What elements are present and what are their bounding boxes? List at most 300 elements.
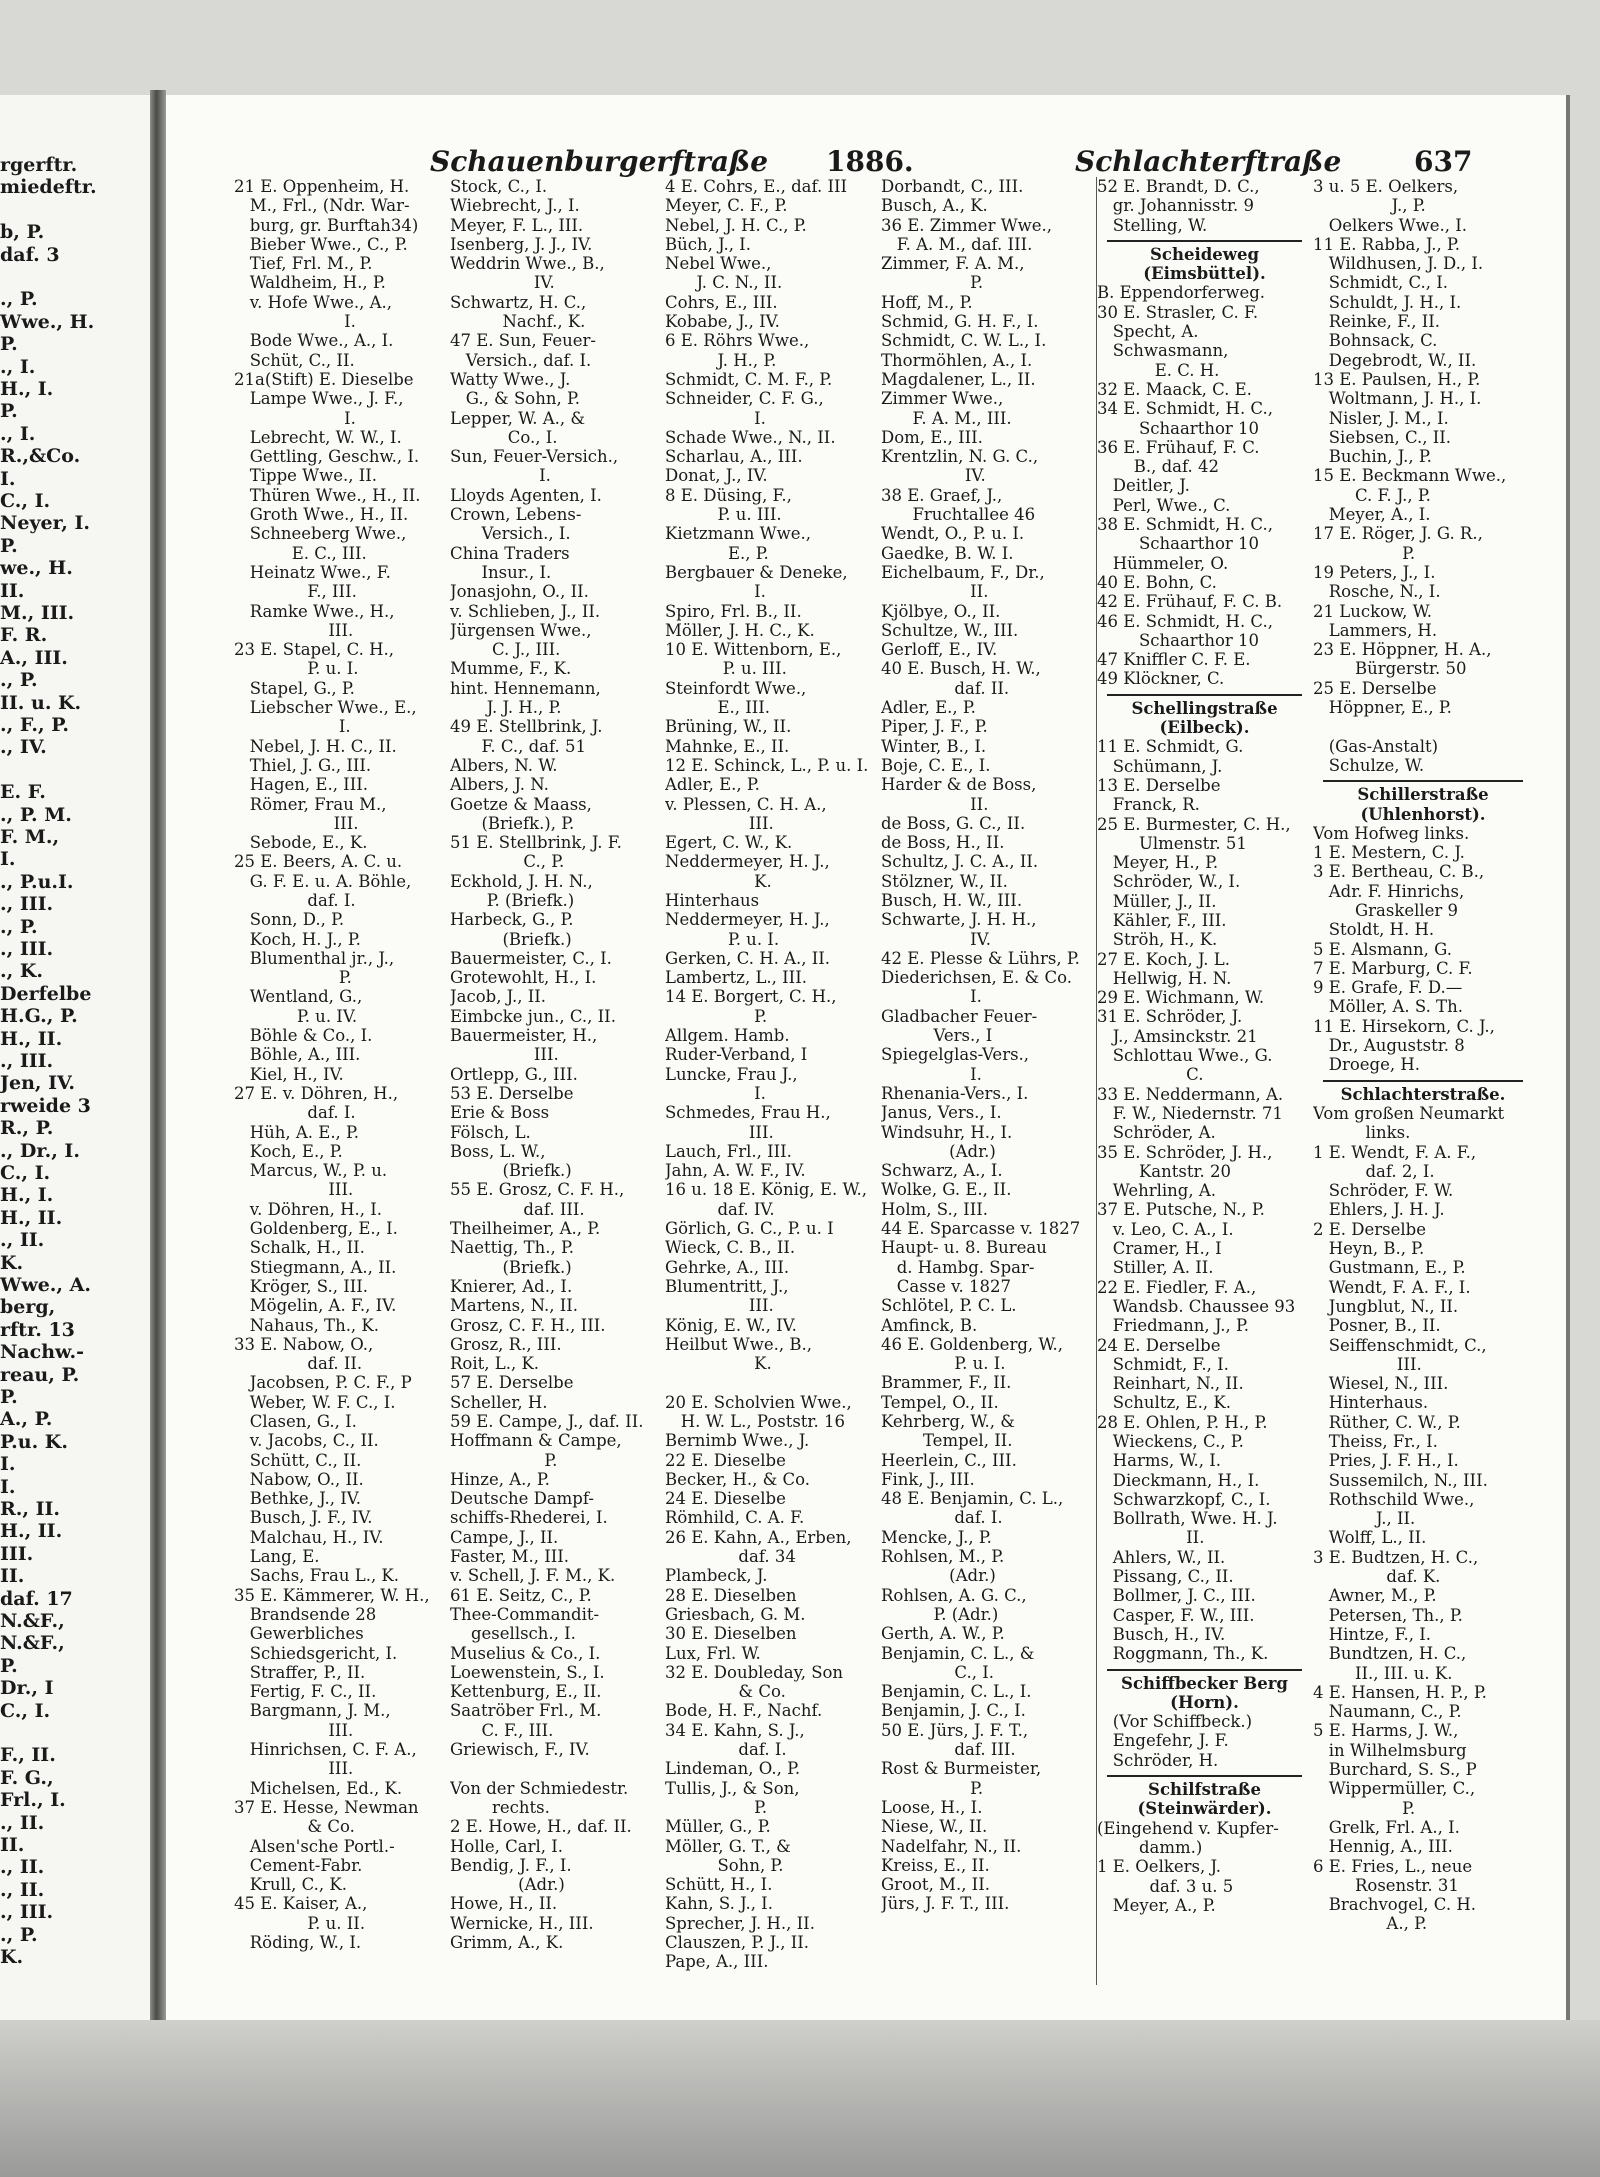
directory-entry: Goetze & Maass, [450, 794, 592, 814]
street-heading: Schellingstraße [1131, 698, 1278, 718]
directory-entry: 34 E. Schmidt, H. C., [1097, 399, 1273, 419]
street-heading: (Uhlenhorst). [1360, 804, 1486, 824]
directory-entry: III. [234, 1180, 354, 1200]
directory-entry: 8 E. Düsing, F., [665, 485, 792, 505]
directory-entry: Röding, W., I. [234, 1933, 362, 1953]
directory-entry: A., P. [1313, 1914, 1428, 1934]
directory-entry: Cohrs, E., III. [665, 292, 778, 312]
directory-entry: Hoffmann & Campe, [450, 1431, 622, 1451]
directory-entry: Liebscher Wwe., E., [234, 698, 417, 718]
left-page-fragment: N.&F., [0, 1610, 65, 1632]
directory-entry: Adler, E., P. [665, 775, 760, 795]
directory-entry: Bode Wwe., A., I. [234, 331, 394, 351]
left-page-fragment: I. [0, 1453, 16, 1476]
directory-entry: Hennig, A., III. [1313, 1837, 1453, 1857]
directory-entry: Plambeck, J. [665, 1566, 768, 1586]
directory-entry: Schlötel, P. C. L. [881, 1296, 1017, 1316]
directory-entry: 52 E. Brandt, D. C., [1097, 177, 1260, 196]
directory-entry: Cramer, H., I [1097, 1239, 1222, 1259]
directory-entry: Marcus, W., P. u. [234, 1161, 388, 1181]
directory-entry: III. [1313, 1354, 1422, 1374]
directory-entry: J. J. H., P. [450, 698, 562, 718]
directory-entry: IV. [881, 929, 991, 949]
directory-entry: III. [665, 1296, 774, 1316]
directory-entry: F. A. M., III. [881, 408, 1012, 428]
directory-entry: C. [1097, 1065, 1204, 1085]
directory-entry: (Briefk.) [450, 1161, 572, 1181]
directory-entry: Lepper, W. A., & [450, 408, 586, 428]
directory-entry: Grosz, R., III. [450, 1334, 562, 1354]
directory-entry: Stoldt, H. H. [1313, 920, 1435, 940]
directory-entry: Bargmann, J. M., [234, 1701, 391, 1721]
directory-entry: Krull, C., K. [234, 1875, 347, 1895]
directory-entry: 59 E. Campe, J., daf. II. [450, 1412, 644, 1431]
directory-entry: Degebrodt, W., II. [1313, 350, 1477, 370]
section-rule [1323, 1080, 1523, 1082]
directory-entry: Ahlers, W., II. [1097, 1547, 1226, 1567]
directory-entry: Gerken, C. H. A., II. [665, 948, 831, 968]
directory-entry: d. Hambg. Spar- [881, 1257, 1035, 1277]
directory-entry: Brachvogel, C. H. [1313, 1895, 1476, 1915]
directory-entry: Gettling, Geschw., I. [234, 447, 420, 467]
directory-entry: Spiro, Frl. B., II. [665, 601, 802, 621]
directory-entry: Alsen'sche Portl.- [234, 1836, 395, 1856]
left-page-fragment: H., II. [0, 1027, 63, 1050]
directory-entry: G., & Sohn, P. [450, 389, 580, 409]
directory-entry: 30 E. Strasler, C. F. [1097, 302, 1259, 322]
directory-entry: Cement-Fabr. [234, 1855, 363, 1875]
directory-entry: Boss, L. W., [450, 1141, 546, 1161]
directory-entry: Bethke, J., IV. [234, 1489, 361, 1509]
directory-entry: Nebel, J. H. C., II. [234, 736, 397, 756]
section-rule [1107, 1775, 1302, 1777]
directory-entry: Schaarthor 10 [1097, 418, 1260, 438]
directory-entry: Dieckmann, H., I. [1097, 1470, 1260, 1490]
directory-entry: Hinterhaus [665, 890, 760, 910]
directory-entry: Bohnsack, C. [1313, 331, 1438, 351]
directory-entry: Mumme, F., K. [450, 659, 572, 679]
directory-entry: v. Plessen, C. H. A., [665, 794, 827, 814]
directory-entry: 15 E. Beckmann Wwe., [1313, 466, 1507, 486]
directory-entry: Waldheim, H., P. [234, 273, 386, 293]
directory-entry: Rost & Burmeister, [881, 1759, 1042, 1779]
directory-columns [234, 177, 1530, 1985]
directory-entry: daf. I. [881, 1508, 1003, 1528]
directory-entry: 49 Klöckner, C. [1097, 669, 1225, 689]
left-page-fragment: b, P. [0, 221, 45, 244]
left-page-fragment: A., P. [0, 1408, 53, 1431]
directory-entry: Friedmann, J., P. [1097, 1316, 1249, 1336]
left-page-fragment: ., II. [0, 1229, 45, 1252]
directory-entry: 1 E. Mestern, C. J. [1313, 843, 1465, 863]
left-page-fragment: P. [0, 1654, 18, 1677]
directory-entry: Kehrberg, W., & [881, 1412, 1015, 1431]
directory-entry: Hinze, A., P. [450, 1469, 550, 1489]
left-page-fragment: A., III. [0, 646, 68, 669]
directory-entry: Jürgensen Wwe., [450, 620, 592, 640]
directory-entry: 4 E. Cohrs, E., daf. III [665, 177, 848, 196]
directory-entry: 29 E. Wichmann, W. [1097, 988, 1265, 1008]
directory-entry: Windsuhr, H., I. [881, 1122, 1013, 1142]
street-heading: (Horn). [1170, 1692, 1239, 1712]
directory-entry: links. [1313, 1123, 1411, 1143]
directory-entry: J., P. [1313, 196, 1426, 216]
directory-entry: Schmedes, Frau H., [665, 1103, 831, 1123]
directory-entry: C., P. [450, 852, 565, 872]
directory-entry: Eckhold, J. H. N., [450, 871, 593, 891]
directory-entry: 46 E. Goldenberg, W., [881, 1334, 1063, 1354]
directory-entry: Becker, H., & Co. [665, 1469, 811, 1489]
left-page-fragment: P.u. K. [0, 1430, 68, 1453]
directory-entry: Wolke, G. E., II. [881, 1180, 1012, 1200]
directory-entry: Versich., daf. I. [450, 350, 592, 370]
directory-entry: Gladbacher Feuer- [881, 1006, 1038, 1026]
directory-entry: C. F., III. [450, 1720, 554, 1740]
directory-entry: Nadelfahr, N., II. [881, 1836, 1022, 1856]
directory-entry: Von der Schmiedestr. [450, 1778, 629, 1798]
directory-entry: Schröder, A. [1097, 1123, 1216, 1143]
directory-entry: Straffer, P., II. [234, 1662, 366, 1682]
directory-entry: Wendt, F. A. F., I. [1313, 1277, 1471, 1297]
directory-entry: P. [881, 1778, 984, 1798]
directory-entry: Böhle, A., III. [234, 1045, 361, 1065]
directory-entry: Wieck, C. B., II. [665, 1238, 796, 1258]
directory-entry: P. (Briefk.) [450, 890, 575, 910]
directory-entry: Pape, A., III. [665, 1952, 769, 1972]
directory-entry: daf. 34 [665, 1547, 796, 1567]
left-page-fragment: ., II. [0, 1856, 45, 1879]
directory-entry: Benjamin, J. C., I. [881, 1701, 1026, 1721]
directory-entry: C. F. J., P. [1313, 485, 1431, 505]
directory-entry: Saatröber Frl., M. [450, 1701, 602, 1721]
left-page-fragment: F. M., [0, 826, 60, 848]
directory-entry: Magdalener, L., II. [881, 369, 1036, 389]
directory-entry: Wernicke, H., III. [450, 1913, 594, 1933]
left-page-fragment: I. [0, 467, 16, 490]
directory-entry: Harder & de Boss, [881, 775, 1037, 795]
directory-entry: Faster, M., III. [450, 1547, 570, 1567]
directory-entry: Kahn, S. J., I. [665, 1894, 773, 1914]
directory-entry: Wandsb. Chaussee 93 [1097, 1296, 1296, 1316]
directory-entry: 16 u. 18 E. König, E. W., [665, 1180, 868, 1200]
directory-entry: 11 E. Schmidt, G. [1097, 737, 1244, 757]
street-heading: (Steinwärder). [1137, 1799, 1272, 1819]
directory-entry: daf. II. [881, 678, 1010, 698]
left-page-fragment: ., III. [0, 1901, 54, 1924]
directory-entry: C. J., III. [450, 640, 561, 660]
directory-entry: Ulmenstr. 51 [1097, 833, 1247, 853]
left-page-fragment: berg, [0, 1296, 56, 1319]
directory-entry: Theilheimer, A., P. [450, 1219, 601, 1239]
directory-entry: Heerlein, C., III. [881, 1450, 1017, 1470]
directory-entry: Fink, J., III. [881, 1469, 975, 1489]
directory-entry: Lauch, Frl., III. [665, 1141, 792, 1161]
directory-entry: I. [234, 312, 356, 332]
directory-entry: Müller, G., P. [665, 1817, 771, 1837]
directory-entry: III. [234, 1759, 354, 1779]
directory-entry: Meyer, F. L., III. [450, 215, 584, 235]
directory-entry: 42 E. Plesse & Lührs, P. [881, 948, 1080, 968]
directory-entry: v. Leo, C. A., I. [1097, 1219, 1234, 1239]
directory-entry: Busch, H. W., III. [881, 890, 1023, 910]
directory-entry: Blumentritt, J., [665, 1276, 789, 1296]
directory-entry: III. [665, 813, 774, 833]
directory-entry: Schneider, C. F. G., [665, 389, 824, 409]
left-page-fragment: E. F. [0, 781, 46, 804]
directory-entry: 3 E. Budtzen, H. C., [1313, 1547, 1479, 1567]
directory-entry: Neddermeyer, H. J., [665, 910, 830, 930]
directory-entry: P. [1313, 543, 1416, 563]
directory-entry: de Boss, H., II. [881, 833, 1005, 853]
directory-entry: Schneeberg Wwe., [234, 524, 407, 544]
directory-entry: 36 E. Zimmer Wwe., [881, 215, 1053, 235]
directory-entry: Bundtzen, H. C., [1313, 1644, 1467, 1664]
directory-entry: (Briefk.) [450, 929, 572, 949]
directory-entry: Niese, W., II. [881, 1817, 988, 1837]
header-street-left: Schauenburgerftraße [430, 145, 769, 178]
directory-entry: 21 Luckow, W. [1313, 601, 1432, 621]
directory-entry: Winter, B., I. [881, 736, 987, 756]
directory-entry: Crown, Lebens- [450, 505, 582, 525]
directory-entry: burg, gr. Burftah34) [234, 215, 419, 235]
left-page-fragment: C., I. [0, 1699, 51, 1722]
directory-entry [1313, 717, 1533, 736]
directory-entry: 38 E. Schmidt, H. C., [1097, 515, 1273, 535]
left-facing-page [0, 95, 151, 2020]
directory-entry: Wippermüller, C., [1313, 1779, 1476, 1799]
directory-entry: Mahnke, E., II. [665, 736, 790, 756]
directory-entry: daf. I. [665, 1740, 787, 1760]
directory-entry: P. (Adr.) [881, 1604, 999, 1624]
directory-entry: I. [881, 987, 982, 1007]
column-1 [234, 177, 449, 1985]
left-page-fragment: daf. 17 [0, 1587, 73, 1610]
directory-entry: III. [234, 620, 354, 640]
section-rule [1323, 780, 1523, 782]
directory-entry: 55 E. Grosz, C. F. H., [450, 1180, 625, 1200]
directory-entry: 33 E. Nabow, O., [234, 1334, 374, 1354]
left-page-fragment: ., IV. [0, 736, 47, 759]
directory-entry: Haupt- u. 8. Bureau [881, 1238, 1047, 1258]
directory-entry: Thormöhlen, A., I. [881, 350, 1033, 370]
directory-entry: Bendig, J. F., I. [450, 1855, 572, 1875]
directory-entry: Schade Wwe., N., II. [665, 427, 836, 447]
directory-entry: 30 E. Dieselben [665, 1624, 797, 1644]
street-heading: (Eimsbüttel). [1143, 264, 1266, 284]
directory-entry: Lloyds Agenten, I. [450, 485, 602, 505]
column-6 [1313, 177, 1533, 1985]
directory-entry: damm.) [1097, 1837, 1203, 1857]
directory-entry: III. [665, 1122, 774, 1142]
directory-entry: P. u. I. [665, 929, 780, 949]
directory-entry: F., III. [234, 582, 357, 602]
directory-entry: Sachs, Frau L., K. [234, 1566, 400, 1586]
directory-entry: Sonn, D., P. [234, 910, 345, 930]
directory-entry: P. u. I. [234, 659, 359, 679]
directory-entry: II., III. u. K. [1313, 1663, 1453, 1683]
directory-entry: Bürgerstr. 50 [1313, 659, 1467, 679]
directory-entry: Dom, E., III. [881, 427, 983, 447]
directory-entry: Thee-Commandit- [450, 1604, 600, 1624]
directory-entry: Meyer, H., P. [1097, 853, 1219, 873]
directory-entry: Heyn, B., P. [1313, 1239, 1425, 1259]
directory-entry: Schmid, G. H. F., I. [881, 312, 1039, 332]
directory-entry: IV. [450, 273, 555, 293]
header-street-right: Schlachterftraße [1075, 145, 1342, 178]
directory-entry: Heilbut Wwe., B., [665, 1334, 812, 1354]
directory-entry: Kantstr. 20 [1097, 1161, 1232, 1181]
left-page-fragment: Frl., I. [0, 1789, 66, 1812]
directory-entry: Schwarz, A., I. [881, 1161, 1003, 1181]
directory-entry: P. [881, 273, 984, 293]
directory-entry: in Wilhelmsburg [1313, 1740, 1467, 1760]
directory-entry: Sussemilch, N., III. [1313, 1470, 1488, 1490]
directory-entry: Scheller, H. [450, 1392, 548, 1412]
left-page-fragment: Derfelbe [0, 982, 92, 1005]
directory-entry: 21 E. Oppenheim, H. [234, 177, 410, 196]
left-page-fragment: H., II. [0, 1206, 63, 1229]
directory-entry: Griewisch, F., IV. [450, 1740, 590, 1760]
directory-entry: Sprecher, J. H., II. [665, 1913, 815, 1933]
directory-entry: F. A. M., daf. III. [881, 234, 1033, 254]
directory-entry: 40 E. Busch, H. W., [881, 659, 1041, 679]
directory-entry: Schröder, W., I. [1097, 872, 1241, 892]
directory-entry: Schwasmann, [1097, 341, 1229, 361]
left-page-fragment: ., II. [0, 1878, 45, 1901]
left-page-fragment: H.G., P. [0, 1005, 78, 1028]
directory-entry: Hinrichsen, C. F. A., [234, 1740, 417, 1760]
directory-entry: Büch, J., I. [665, 234, 751, 254]
directory-entry: Michelsen, Ed., K. [234, 1778, 403, 1798]
directory-entry: Malchau, H., IV. [234, 1527, 384, 1547]
directory-entry: 4 E. Hansen, H. P., P. [1313, 1682, 1487, 1702]
directory-entry: Goldenberg, E., I. [234, 1219, 398, 1239]
directory-entry: Rosenstr. 31 [1313, 1875, 1459, 1895]
page-number: 637 [1414, 145, 1473, 178]
directory-entry: Watty Wwe., J. [450, 369, 571, 389]
directory-entry: Krentzlin, N. G. C., [881, 447, 1039, 467]
directory-entry: Meyer, C. F., P. [665, 196, 788, 216]
directory-entry: Schmidt, C. M. F., P. [665, 369, 833, 389]
directory-entry: de Boss, G. C., II. [881, 813, 1026, 833]
directory-entry: Bernimb Wwe., J. [665, 1431, 810, 1451]
directory-entry: III. [234, 813, 359, 833]
directory-entry: daf. III. [450, 1199, 585, 1219]
left-page-fragment: P. [0, 534, 18, 557]
directory-entry: Hagen, E., III. [234, 775, 368, 795]
directory-entry: Stiegmann, A., II. [234, 1257, 397, 1277]
directory-entry: Griesbach, G. M. [665, 1604, 806, 1624]
directory-entry: Ruder-Verband, I [665, 1045, 808, 1065]
directory-entry: 11 E. Hirsekorn, C. J., [1313, 1016, 1495, 1036]
directory-entry: K. [665, 1354, 772, 1374]
directory-entry: Nebel Wwe., [665, 254, 772, 274]
directory-entry: Rothschild Wwe., [1313, 1489, 1475, 1509]
directory-entry: J., II. [1313, 1509, 1416, 1529]
directory-entry: Mögelin, A. F., IV. [234, 1296, 397, 1316]
directory-entry: Knierer, Ad., I. [450, 1276, 573, 1296]
directory-entry: Lux, Frl. W. [665, 1643, 761, 1663]
directory-entry: Gustmann, E., P. [1313, 1258, 1466, 1278]
book-gutter [150, 90, 166, 2025]
directory-entry: 24 E. Derselbe [1097, 1335, 1221, 1355]
directory-entry: Kähler, F., III. [1097, 910, 1227, 930]
directory-entry: 42 E. Frühauf, F. C. B. [1097, 592, 1283, 612]
directory-entry: 10 E. Wittenborn, E., [665, 640, 842, 660]
directory-entry: Ehlers, J. H. J. [1313, 1200, 1445, 1220]
directory-entry: (Adr.) [881, 1566, 996, 1586]
directory-entry: Grosz, C. F. H., III. [450, 1315, 606, 1335]
left-page-fragment: P. [0, 333, 18, 356]
directory-entry: 37 E. Putsche, N., P. [1097, 1200, 1265, 1220]
column-3 [665, 177, 880, 1985]
directory-entry: II. [1097, 1528, 1205, 1548]
directory-entry: 38 E. Graef, J., [881, 485, 1003, 505]
directory-entry: 37 E. Hesse, Newman [234, 1797, 419, 1817]
directory-entry: Schulze, W. [1313, 755, 1425, 775]
directory-entry: 36 E. Frühauf, F. C. [1097, 437, 1260, 457]
directory-entry: rechts. [450, 1797, 550, 1817]
left-page-fragment: we., H. [0, 557, 73, 580]
directory-entry: I. [665, 408, 766, 428]
left-page-fragment: I. [0, 1475, 16, 1498]
directory-entry: Tippe Wwe., II. [234, 466, 378, 486]
directory-entry: I. [665, 1083, 766, 1103]
left-page-fragment: ., Dr., I. [0, 1139, 80, 1162]
directory-entry: 26 E. Kahn, A., Erben, [665, 1527, 852, 1547]
directory-entry: Loose, H., I. [881, 1797, 983, 1817]
directory-entry: Kettenburg, E., II. [450, 1682, 602, 1702]
directory-entry: & Co. [234, 1817, 355, 1837]
directory-entry: Römer, Frau M., [234, 794, 387, 814]
directory-entry: F. W., Niedernstr. 71 [1097, 1103, 1283, 1123]
directory-entry: Schwarzkopf, C., I. [1097, 1489, 1271, 1509]
directory-entry: Nahaus, Th., K. [234, 1315, 379, 1335]
directory-entry: Albers, N. W. [450, 755, 558, 775]
directory-entry: Grotewohlt, H., I. [450, 968, 597, 988]
directory-entry: Schalk, H., II. [234, 1238, 365, 1258]
directory-entry: Schütt, H., I. [665, 1875, 773, 1895]
directory-entry: Gerth, A. W., P. [881, 1624, 1005, 1644]
directory-entry: Perl, Wwe., C. [1097, 495, 1231, 515]
left-page-fragment: Neyer, I. [0, 512, 90, 535]
directory-entry: Möller, J. H. C., K. [665, 620, 815, 640]
directory-entry: 22 E. Dieselbe [665, 1450, 786, 1470]
directory-entry: Boje, C. E., I. [881, 755, 991, 775]
directory-entry: Loewenstein, S., I. [450, 1662, 605, 1682]
directory-entry: 32 E. Doubleday, Son [665, 1662, 844, 1682]
directory-entry: Rohlsen, A. G. C., [881, 1585, 1027, 1605]
directory-entry: Versich., I. [450, 524, 571, 544]
directory-entry: 34 E. Kahn, S. J., [665, 1720, 805, 1740]
directory-entry: Donat, J., IV. [665, 466, 768, 486]
directory-entry: Jahn, A. W. F., IV. [665, 1161, 806, 1181]
directory-entry: J. H., P. [665, 350, 777, 370]
directory-entry: Scharlau, A., III. [665, 447, 803, 467]
left-page-fragment: Jen, IV. [0, 1072, 76, 1095]
directory-entry: I. [234, 717, 351, 737]
directory-page [166, 95, 1566, 2020]
directory-entry: Franck, R. [1097, 795, 1200, 815]
directory-entry: III. [450, 1045, 559, 1065]
directory-entry: Dr., Auguststr. 8 [1313, 1036, 1465, 1056]
directory-entry: 27 E. Koch, J. L. [1097, 949, 1230, 969]
directory-entry: Groot, M., II. [881, 1875, 990, 1895]
directory-entry: I. [881, 1064, 982, 1084]
directory-entry: Schaarthor 10 [1097, 630, 1260, 650]
directory-entry: Adler, E., P. [881, 698, 976, 718]
directory-entry: Tullis, J., & Son, [665, 1778, 800, 1798]
